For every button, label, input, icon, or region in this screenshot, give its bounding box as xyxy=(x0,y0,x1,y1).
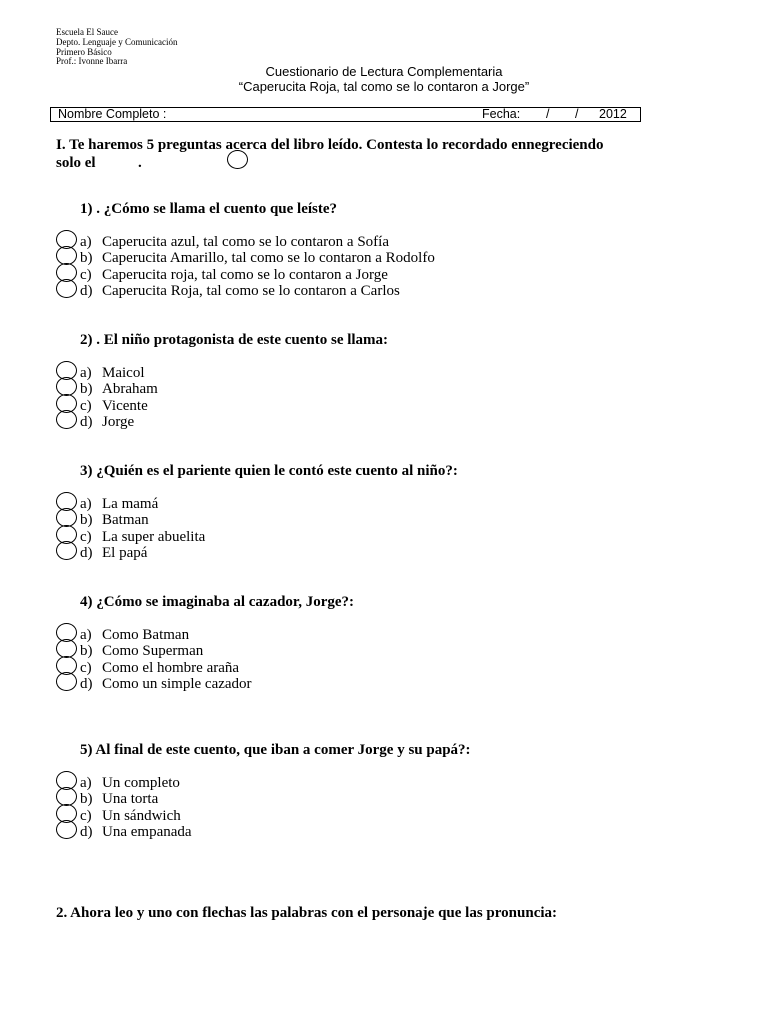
option-letter: b) xyxy=(80,791,93,808)
answer-bubble[interactable] xyxy=(56,820,77,839)
option-text: Un sándwich xyxy=(102,807,181,824)
option-letter: d) xyxy=(80,675,93,692)
option-letter: c) xyxy=(80,266,92,283)
option-text: Como Superman xyxy=(102,643,204,660)
option-text: Como el hombre araña xyxy=(102,659,240,676)
date-year: 2012 xyxy=(599,107,627,121)
page-title: Cuestionario de Lectura Complementaria xyxy=(265,64,503,79)
option-text: Como Batman xyxy=(102,627,190,643)
option-letter: a) xyxy=(80,496,92,512)
option-text: Maicol xyxy=(102,365,145,381)
date-separator-2: / xyxy=(575,107,579,121)
option-letter: c) xyxy=(80,807,92,824)
option-text: El papá xyxy=(102,544,148,561)
option-letter: c) xyxy=(80,528,92,545)
option-text: La mamá xyxy=(102,496,159,512)
section1-instructions-line2: solo el xyxy=(56,155,96,171)
section2-instructions: 2. Ahora leo y uno con flechas las palabras con el personaje que las pronuncia: xyxy=(56,905,558,921)
teacher: Prof.: Ivonne Ibarra xyxy=(56,56,128,66)
option-letter: d) xyxy=(80,823,93,840)
date-separator-1: / xyxy=(546,107,550,121)
option-letter: c) xyxy=(80,397,92,414)
example-bubble xyxy=(227,150,248,169)
option-text: Una empanada xyxy=(102,823,192,840)
question-1-label: 1) . ¿Cómo se llama el cuento que leíste? xyxy=(80,201,338,217)
name-date-box xyxy=(50,107,641,122)
option-letter: b) xyxy=(80,381,93,398)
option-letter: d) xyxy=(80,413,93,430)
option-letter: a) xyxy=(80,234,92,250)
question-3-label: 3) ¿Quién es el pariente quien le contó este cuento al niño?: xyxy=(80,463,458,479)
answer-bubble[interactable] xyxy=(56,279,77,298)
option-letter: b) xyxy=(80,512,93,529)
option-letter: d) xyxy=(80,544,93,561)
option-text: Jorge xyxy=(102,413,135,430)
option-letter: c) xyxy=(80,659,92,676)
option-text: La super abuelita xyxy=(102,528,206,545)
answer-bubble[interactable] xyxy=(56,410,77,429)
department: Depto. Lenguaje y Comunicación xyxy=(56,37,178,47)
option-text: Caperucita roja, tal como se lo contaron a Jorge xyxy=(102,266,388,283)
option-text: Caperucita Amarillo, tal como se lo contaron a Rodolfo xyxy=(102,250,435,267)
option-text: Batman xyxy=(102,512,149,529)
option-letter: b) xyxy=(80,250,93,267)
option-letter: a) xyxy=(80,627,92,643)
option-text: Un completo xyxy=(102,775,180,791)
option-text: Caperucita azul, tal como se lo contaron a Sofía xyxy=(102,234,389,250)
option-text: Caperucita Roja, tal como se lo contaron a Carlos xyxy=(102,282,400,299)
option-text: Una torta xyxy=(102,791,159,808)
section1-instructions: I. Te haremos 5 preguntas acerca del libro leído. Contesta lo recordado ennegreciendo xyxy=(56,137,604,153)
grade: Primero Básico xyxy=(56,47,112,57)
question-2-label: 2) . El niño protagonista de este cuento se llama: xyxy=(80,332,389,348)
option-letter: d) xyxy=(80,282,93,299)
option-text: Vicente xyxy=(102,397,148,414)
page-subtitle: “Caperucita Roja, tal como se lo contaron a Jorge” xyxy=(238,79,530,94)
school-name: Escuela El Sauce xyxy=(56,27,118,37)
answer-bubble[interactable] xyxy=(56,672,77,691)
option-text: Abraham xyxy=(102,381,158,398)
option-text: Como un simple cazador xyxy=(102,675,252,692)
date-label: Fecha: xyxy=(482,107,521,121)
question-4-label: 4) ¿Cómo se imaginaba al cazador, Jorge?: xyxy=(80,594,354,610)
answer-bubble[interactable] xyxy=(56,541,77,560)
option-letter: b) xyxy=(80,643,93,660)
option-letter: a) xyxy=(80,365,92,381)
option-letter: a) xyxy=(80,775,92,791)
name-label: Nombre Completo : xyxy=(58,107,167,121)
section1-instructions-end: . xyxy=(138,155,142,171)
question-5-label: 5) Al final de este cuento, que iban a comer Jorge y su papá?: xyxy=(80,742,471,758)
